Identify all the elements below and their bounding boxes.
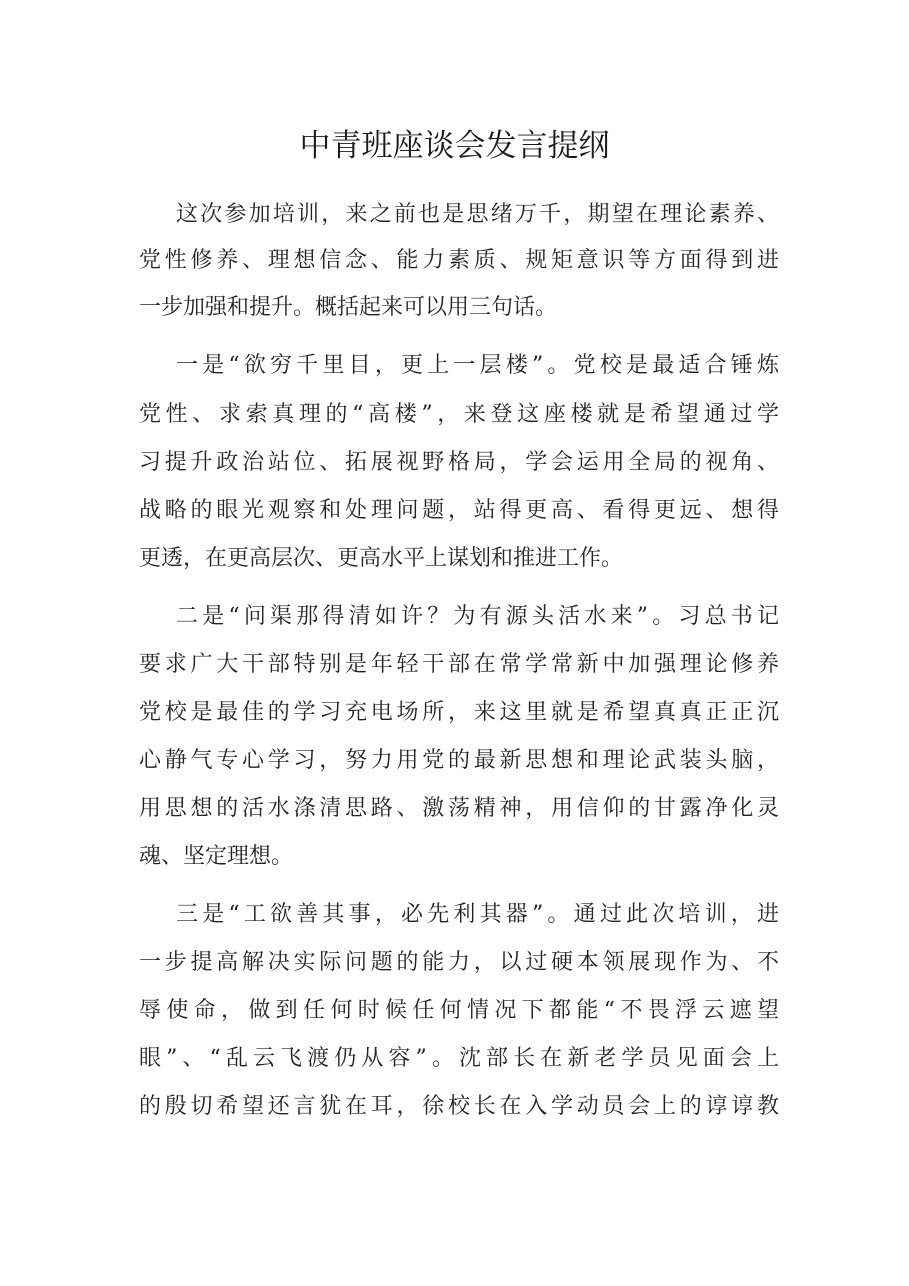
body-line: 要求广大干部特别是年轻干部在常学常新中加强理论修养 <box>139 652 779 677</box>
body-line: 心静气专心学习，努力用党的最新思想和理论武装头脑， <box>139 748 779 773</box>
body-line: 一是“欲穷千里目，更上一层楼”。党校是最适合锤炼 <box>176 353 779 378</box>
body-line: 战略的眼光观察和处理问题，站得更高、看得更远、想得 <box>139 498 779 523</box>
body-line: 党校是最佳的学习充电场所，来这里就是希望真真正正沉 <box>139 700 779 725</box>
document-title: 中青班座谈会发言提纲 <box>299 128 610 164</box>
body-line: 眼”、“乱云飞渡仍从容”。沈部长在新老学员见面会上 <box>139 1046 779 1071</box>
body-line: 辱使命，做到任何时候任何情况下都能“不畏浮云遮望 <box>139 998 779 1023</box>
body-line: 三是“工欲善其事，必先利其器”。通过此次培训，进 <box>176 902 779 927</box>
body-line: 用思想的活水涤清思路、激荡精神，用信仰的甘露净化灵 <box>139 796 779 821</box>
body-line: 党性修养、理想信念、能力素质、规矩意识等方面得到进 <box>139 248 779 273</box>
body-line: 习提升政治站位、拓展视野格局，学会运用全局的视角、 <box>139 450 779 475</box>
body-line: 一步提高解决实际问题的能力，以过硬本领展现作为、不 <box>139 950 779 975</box>
body-line: 的殷切希望还言犹在耳，徐校长在入学动员会上的谆谆教 <box>139 1094 779 1119</box>
body-line: 这次参加培训，来之前也是思绪万千，期望在理论素养、 <box>176 202 779 227</box>
body-line: 更透，在更高层次、更高水平上谋划和推进工作。 <box>139 546 624 571</box>
body-line: 二是“问渠那得清如许？为有源头活水来”。习总书记 <box>176 604 779 629</box>
body-line: 魂、坚定理想。 <box>139 844 294 869</box>
body-line: 党性、求索真理的“高楼”，来登这座楼就是希望通过学 <box>139 402 779 427</box>
body-line: 一步加强和提升。概括起来可以用三句话。 <box>139 295 558 320</box>
